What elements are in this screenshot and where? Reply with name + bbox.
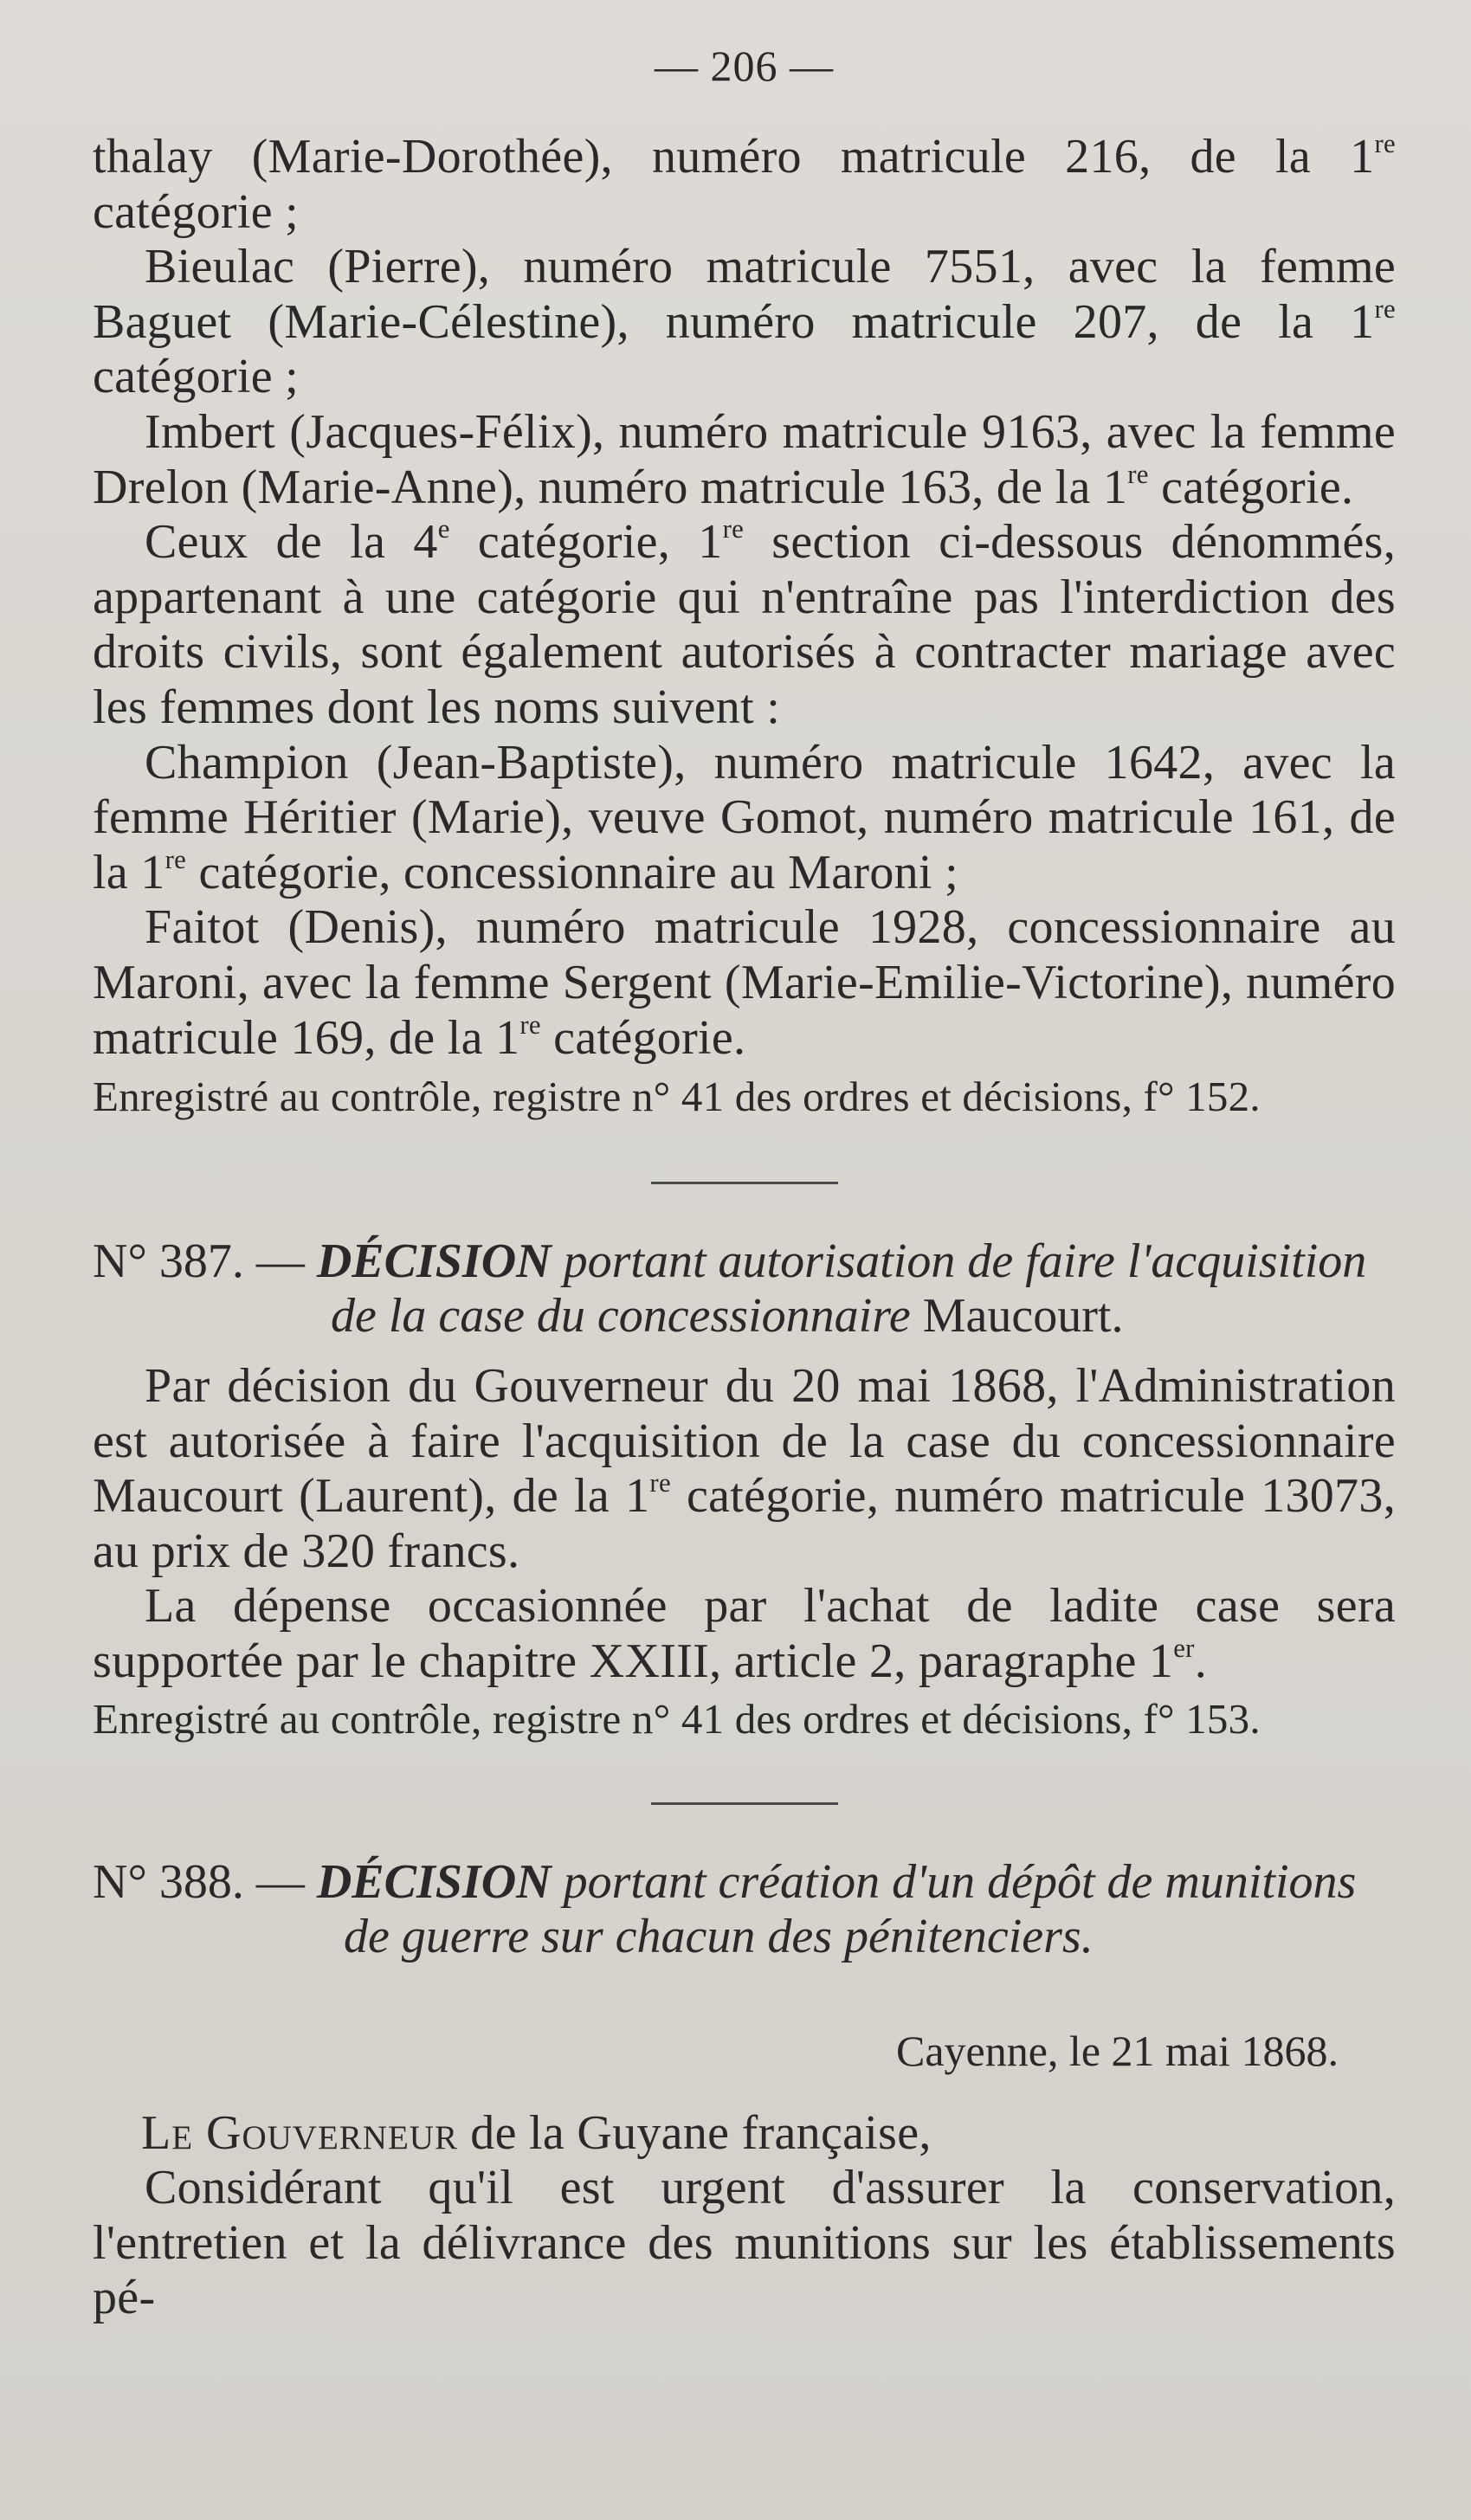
governor-line: Le Gouverneur de la Guyane française, bbox=[141, 2105, 932, 2160]
paragraph-depense: La dépense occasionnée par l'achat de ladite case sera supportée par le chapitre XXIII, article 2, paragraphe 1er. bbox=[93, 1579, 1396, 1689]
decision-heading: N° 387. — DÉCISION portant autorisation de faire l'acquisition de la case du concessionnaire Maucourt. bbox=[93, 1234, 1367, 1344]
page-number: — 206 — bbox=[655, 42, 834, 90]
paragraph-considerant: Considérant qu'il est urgent d'assurer la conservation, l'entretien et la délivrance des munitions sur les établissements pé- bbox=[93, 2161, 1396, 2325]
section-continuation bbox=[93, 130, 1396, 1123]
paragraph-faitot: Faitot (Denis), numéro matricule 1928, concessionnaire au Maroni, avec la femme Sergent (Marie-Emilie-Victorine), numéro matricule 169, de la 1re catégorie. bbox=[93, 900, 1396, 1065]
paragraph-decision: Par décision du Gouverneur du 20 mai 1868, l'Administration est autorisée à faire l'acquisition de la case du concessionnaire Maucourt (Laurent), de la 1re catégorie, numéro matricule 13073, au prix de 320 francs. bbox=[93, 1359, 1396, 1578]
paragraph-imbert: Imbert (Jacques-Félix), numéro matricule 9163, avec la femme Drelon (Marie-Anne), numéro matricule 163, de la 1re catégorie. bbox=[93, 404, 1396, 514]
paragraph-thalay: thalay (Marie-Dorothée), numéro matricule 216, de la 1re catégorie ; bbox=[93, 128, 1396, 239]
text-column bbox=[93, 0, 1396, 2326]
section-divider bbox=[651, 1182, 838, 1184]
date-line: Cayenne, le 21 mai 1868. bbox=[896, 2026, 1339, 2075]
registration-note: Enregistré au contrôle, registre n° 41 des ordres et décisions, f° 152. bbox=[93, 1073, 1261, 1121]
section-388 bbox=[93, 1855, 1396, 2326]
paragraph-champion: Champion (Jean-Baptiste), numéro matricule 1642, avec la femme Héritier (Marie), veuve Gomot, numéro matricule 161, de la 1re catégorie, concessionnaire au Maroni ; bbox=[93, 735, 1396, 899]
paragraph-bieulac: Bieulac (Pierre), numéro matricule 7551, avec la femme Baguet (Marie-Célestine), numéro matricule 207, de la 1re catégorie ; bbox=[93, 240, 1396, 404]
section-387 bbox=[93, 1234, 1396, 1745]
decision-heading: N° 388. — DÉCISION portant création d'un dépôt de munitions de guerre sur chacun des pénitenciers. bbox=[93, 1854, 1357, 1963]
registration-note: Enregistré au contrôle, registre n° 41 des ordres et décisions, f° 153. bbox=[93, 1694, 1261, 1743]
paragraph-ceux: Ceux de la 4e catégorie, 1re section ci-dessous dénommés, appartenant à une catégorie qui n'entraîne pas l'interdiction des droits civils, sont également autorisés à contracter mariage avec les femmes dont les noms suivent : bbox=[93, 514, 1396, 734]
section-divider bbox=[651, 1802, 838, 1805]
